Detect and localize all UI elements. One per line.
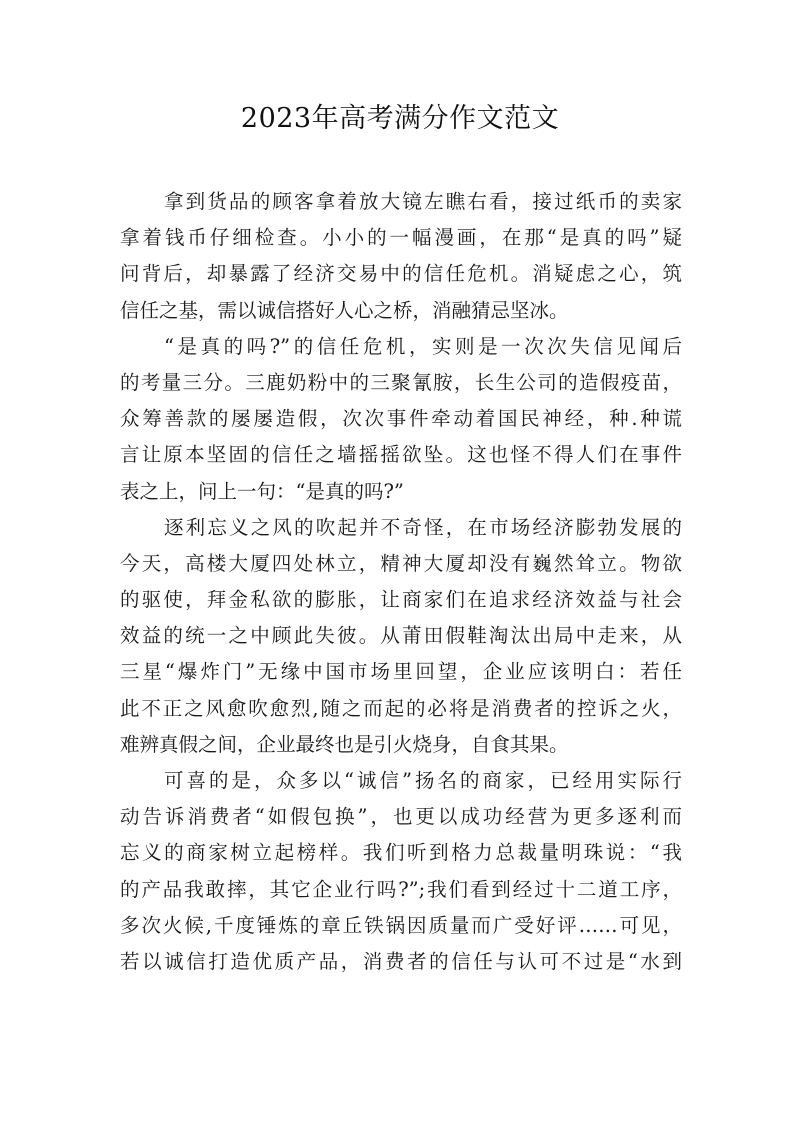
text-line: 此不正之风愈吹愈烈,随之而起的必将是消费者的控诉之火， xyxy=(120,696,682,720)
text-line: 动告诉消费者“如假包换”，也更以成功经营为更多逐利而 xyxy=(120,805,682,829)
text-line: 表之上，问上一句：“是真的吗?” xyxy=(120,479,404,503)
text-line: 忘义的商家树立起榜样。我们听到格力总裁量明珠说：“我 xyxy=(120,841,682,865)
text-line: 拿到货品的顾客拿着放大镜左瞧右看，接过纸币的卖家 xyxy=(164,190,682,213)
text-line: 逐利忘义之风的吹起并不奇怪，在市场经济膨勃发展的 xyxy=(164,515,682,539)
text-line: 的驱使，拜金私欲的膨胀，让商家们在追求经济效益与社会 xyxy=(120,588,682,612)
text-line: 众筹善款的屡屡造假，次次事件牵动着国民神经，种.种谎 xyxy=(120,407,682,431)
text-line: 可喜的是，众多以“诚信”扬名的商家，已经用实际行 xyxy=(164,769,682,792)
text-line: 的产品我敢摔，其它企业行吗?”;我们看到经过十二道工序， xyxy=(120,877,682,901)
text-line: “是真的吗?”的信任危机，实则是一次次失信见闻后 xyxy=(164,334,682,358)
text-line: 难辨真假之间，企业最终也是引火烧身，自食其果。 xyxy=(120,732,569,756)
essay-body xyxy=(120,184,682,980)
text-line: 三星“爆炸门”无缘中国市场里回望，企业应该明白：若任 xyxy=(120,660,682,684)
text-line: 效益的统一之中顾此失彼。从莆田假鞋淘汰出局中走来，从 xyxy=(120,624,682,648)
text-line: 多次火候,千度锤炼的章丘铁锅因质量而广受好评……可见， xyxy=(120,913,682,937)
text-line: 问背后，却暴露了经济交易中的信任危机。消疑虑之心，筑 xyxy=(120,262,682,286)
text-line: 言让原本坚固的信任之墙摇摇欲坠。这也怪不得人们在事件 xyxy=(120,443,682,467)
text-line: 若以诚信打造优质产品，消费者的信任与认可不过是“水到 xyxy=(120,949,682,973)
text-line: 信任之基，需以诚信搭好人心之桥，消融猜忌坚冰。 xyxy=(120,298,569,322)
text-line: 的考量三分。三鹿奶粉中的三聚氰胺，长生公司的造假疫苗， xyxy=(120,370,682,394)
text-line: 拿着钱币仔细检查。小小的一幅漫画，在那“是真的吗”疑 xyxy=(120,226,682,250)
document-title: 2023年高考满分作文范文 xyxy=(240,103,560,134)
text-line: 今天，高楼大厦四处林立，精神大厦却没有巍然耸立。物欲 xyxy=(120,551,682,575)
